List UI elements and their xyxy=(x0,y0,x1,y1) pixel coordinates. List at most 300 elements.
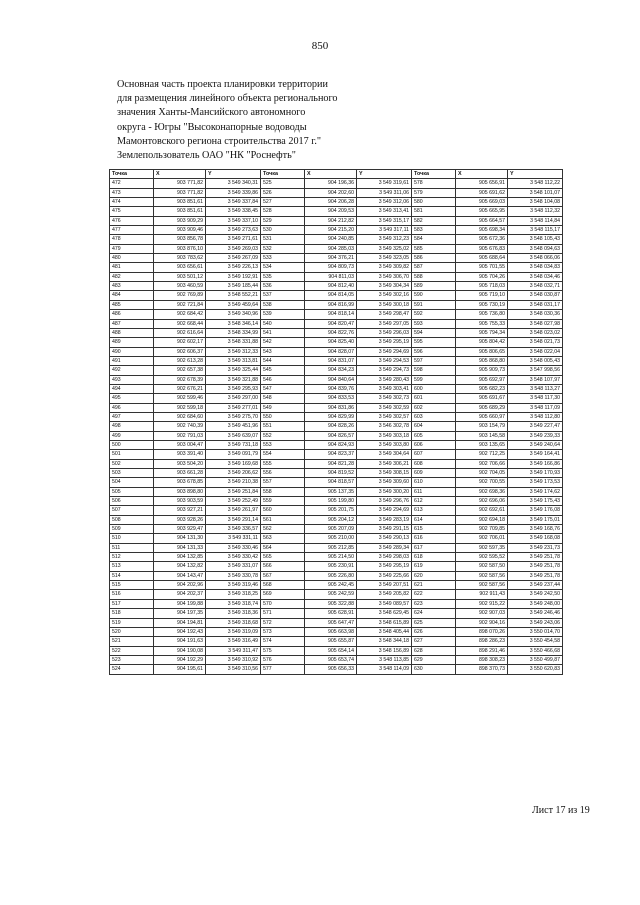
cell-y: 3 549 277,01 xyxy=(206,403,261,412)
table-row xyxy=(110,263,563,272)
cell-x: 905 628,91 xyxy=(305,609,357,618)
cell-y: 3 549 295,19 xyxy=(357,338,412,347)
cell-y: 3 548 030,36 xyxy=(508,310,563,319)
cell-x: 905 653,74 xyxy=(305,655,357,664)
cell-y: 3 549 243,06 xyxy=(508,618,563,627)
coordinates-table xyxy=(109,169,563,675)
cell-y: 3 549 271,61 xyxy=(206,235,261,244)
cell-y: 3 548 112,22 xyxy=(508,179,563,188)
cell-point: 565 xyxy=(261,553,305,562)
cell-x: 905 691,62 xyxy=(456,188,508,197)
cell-point: 490 xyxy=(110,347,154,356)
cell-y: 3 549 318,68 xyxy=(206,618,261,627)
cell-x: 904 821,28 xyxy=(305,459,357,468)
cell-point: 625 xyxy=(412,618,456,627)
cell-x: 904 834,23 xyxy=(305,366,357,375)
cell-x: 905 647,47 xyxy=(305,618,357,627)
cell-point: 569 xyxy=(261,590,305,599)
cell-y: 3 549 267,09 xyxy=(206,254,261,263)
cell-y: 3 549 205,82 xyxy=(357,590,412,599)
cell-y: 3 549 252,49 xyxy=(206,497,261,506)
cell-x: 902 904,16 xyxy=(456,618,508,627)
cell-y: 3 549 207,51 xyxy=(357,581,412,590)
cell-x: 904 132,85 xyxy=(154,553,206,562)
cell-y: 3 548 031,17 xyxy=(508,300,563,309)
cell-x: 902 684,42 xyxy=(154,310,206,319)
cell-x: 903 927,21 xyxy=(154,506,206,515)
cell-x: 902 676,21 xyxy=(154,384,206,393)
heading-line: Основная часть проекта планировки территории xyxy=(117,79,328,90)
cell-point: 529 xyxy=(261,216,305,225)
cell-x: 902 694,18 xyxy=(456,515,508,524)
cell-x: 903 856,78 xyxy=(154,235,206,244)
cell-y: 3 550 014,70 xyxy=(508,627,563,636)
cell-point: 506 xyxy=(110,497,154,506)
cell-y: 3 549 175,01 xyxy=(508,515,563,524)
cell-point: 600 xyxy=(412,384,456,393)
cell-point: 474 xyxy=(110,198,154,207)
cell-y: 3 549 185,44 xyxy=(206,282,261,291)
cell-y: 3 549 231,73 xyxy=(508,543,563,552)
cell-x: 904 209,53 xyxy=(305,207,357,216)
cell-point: 540 xyxy=(261,319,305,328)
heading-line: Мамонтовского региона строительства 2017 г." xyxy=(117,135,322,147)
cell-y: 3 549 337,10 xyxy=(206,216,261,225)
cell-point: 608 xyxy=(412,459,456,468)
cell-y: 3 549 164,41 xyxy=(508,450,563,459)
cell-x: 905 701,55 xyxy=(456,263,508,272)
cell-point: 584 xyxy=(412,235,456,244)
cell-point: 485 xyxy=(110,300,154,309)
column-header-y: Y xyxy=(508,170,563,179)
cell-y: 3 549 303,41 xyxy=(357,384,412,393)
cell-point: 598 xyxy=(412,366,456,375)
cell-x: 904 839,76 xyxy=(305,384,357,393)
table-row xyxy=(110,431,563,440)
cell-x: 902 700,55 xyxy=(456,478,508,487)
cell-x: 902 602,17 xyxy=(154,338,206,347)
cell-y: 3 549 280,43 xyxy=(357,375,412,384)
cell-y: 3 549 313,41 xyxy=(357,207,412,216)
cell-x: 905 676,83 xyxy=(456,244,508,253)
cell-x: 903 004,47 xyxy=(154,440,206,449)
cell-y: 3 549 317,11 xyxy=(357,226,412,235)
cell-y: 3 549 312,23 xyxy=(357,235,412,244)
table-row xyxy=(110,394,563,403)
table-row xyxy=(110,627,563,636)
cell-point: 483 xyxy=(110,282,154,291)
cell-y: 3 548 030,87 xyxy=(508,291,563,300)
cell-x: 905 691,67 xyxy=(456,394,508,403)
cell-x: 902 915,22 xyxy=(456,599,508,608)
cell-x: 902 599,46 xyxy=(154,394,206,403)
cell-x: 903 154,79 xyxy=(456,422,508,431)
cell-x: 905 868,80 xyxy=(456,356,508,365)
cell-point: 628 xyxy=(412,646,456,655)
cell-x: 902 692,61 xyxy=(456,506,508,515)
document-heading xyxy=(117,78,417,163)
cell-point: 576 xyxy=(261,655,305,664)
cell-x: 904 809,73 xyxy=(305,263,357,272)
cell-x: 902 657,38 xyxy=(154,366,206,375)
cell-point: 510 xyxy=(110,534,154,543)
cell-x: 902 668,44 xyxy=(154,319,206,328)
cell-x: 903 898,80 xyxy=(154,487,206,496)
cell-x: 904 828,07 xyxy=(305,347,357,356)
cell-x: 905 804,42 xyxy=(456,338,508,347)
cell-x: 904 825,40 xyxy=(305,338,357,347)
cell-y: 3 549 168,08 xyxy=(508,534,563,543)
cell-point: 620 xyxy=(412,571,456,580)
table-row xyxy=(110,646,563,655)
cell-point: 545 xyxy=(261,366,305,375)
cell-y: 3 549 325,02 xyxy=(357,244,412,253)
cell-x: 905 207,09 xyxy=(305,525,357,534)
cell-point: 557 xyxy=(261,478,305,487)
cell-y: 3 549 261,97 xyxy=(206,506,261,515)
cell-x: 905 226,80 xyxy=(305,571,357,580)
cell-point: 542 xyxy=(261,338,305,347)
cell-point: 508 xyxy=(110,515,154,524)
cell-point: 596 xyxy=(412,347,456,356)
cell-point: 496 xyxy=(110,403,154,412)
cell-y: 3 549 294,69 xyxy=(357,506,412,515)
cell-y: 3 548 027,98 xyxy=(508,319,563,328)
cell-x: 898 070,26 xyxy=(456,627,508,636)
cell-y: 3 549 273,63 xyxy=(206,226,261,235)
cell-y: 3 549 296,76 xyxy=(357,497,412,506)
cell-x: 904 831,07 xyxy=(305,356,357,365)
cell-y: 3 549 169,68 xyxy=(206,459,261,468)
cell-point: 494 xyxy=(110,384,154,393)
cell-x: 903 391,40 xyxy=(154,450,206,459)
cell-x: 904 192,29 xyxy=(154,655,206,664)
cell-y: 3 548 112,32 xyxy=(508,207,563,216)
cell-point: 604 xyxy=(412,422,456,431)
cell-y: 3 549 242,50 xyxy=(508,590,563,599)
table-row xyxy=(110,291,563,300)
cell-x: 898 308,23 xyxy=(456,655,508,664)
cell-point: 534 xyxy=(261,263,305,272)
cell-point: 577 xyxy=(261,665,305,674)
table-row xyxy=(110,543,563,552)
cell-x: 904 818,14 xyxy=(305,310,357,319)
cell-y: 3 548 615,89 xyxy=(357,618,412,627)
cell-point: 590 xyxy=(412,291,456,300)
table-row xyxy=(110,525,563,534)
cell-point: 589 xyxy=(412,282,456,291)
cell-point: 549 xyxy=(261,403,305,412)
cell-point: 578 xyxy=(412,179,456,188)
cell-x: 904 819,52 xyxy=(305,469,357,478)
cell-y: 3 549 336,57 xyxy=(206,525,261,534)
cell-x: 902 704,05 xyxy=(456,469,508,478)
cell-y: 3 549 239,33 xyxy=(508,431,563,440)
cell-y: 3 550 466,68 xyxy=(508,646,563,655)
cell-point: 581 xyxy=(412,207,456,216)
cell-point: 552 xyxy=(261,431,305,440)
cell-x: 902 769,89 xyxy=(154,291,206,300)
cell-x: 904 215,20 xyxy=(305,226,357,235)
cell-point: 585 xyxy=(412,244,456,253)
cell-x: 904 202,96 xyxy=(154,581,206,590)
cell-point: 601 xyxy=(412,394,456,403)
cell-x: 904 826,57 xyxy=(305,431,357,440)
cell-y: 3 549 302,57 xyxy=(357,412,412,421)
cell-x: 904 376,21 xyxy=(305,254,357,263)
cell-x: 904 823,37 xyxy=(305,450,357,459)
cell-y: 3 549 330,46 xyxy=(206,543,261,552)
cell-y: 3 549 312,06 xyxy=(357,198,412,207)
table-row xyxy=(110,207,563,216)
cell-y: 3 548 115,17 xyxy=(508,226,563,235)
cell-y: 3 548 104,08 xyxy=(508,198,563,207)
cell-x: 903 145,58 xyxy=(456,431,508,440)
cell-point: 554 xyxy=(261,450,305,459)
cell-point: 502 xyxy=(110,459,154,468)
heading-line: округа - Югры "Высоконапорные водоводы xyxy=(117,121,307,133)
cell-point: 480 xyxy=(110,254,154,263)
cell-point: 543 xyxy=(261,347,305,356)
sheet-footer: Лист 17 из 19 xyxy=(532,805,590,816)
cell-x: 902 678,39 xyxy=(154,375,206,384)
cell-point: 523 xyxy=(110,655,154,664)
cell-y: 3 549 251,78 xyxy=(508,571,563,580)
cell-point: 624 xyxy=(412,609,456,618)
cell-y: 3 549 298,03 xyxy=(357,553,412,562)
cell-point: 504 xyxy=(110,478,154,487)
cell-y: 3 549 318,36 xyxy=(206,609,261,618)
cell-point: 472 xyxy=(110,179,154,188)
cell-y: 3 549 248,00 xyxy=(508,599,563,608)
cell-point: 593 xyxy=(412,319,456,328)
table-row xyxy=(110,469,563,478)
cell-x: 905 214,50 xyxy=(305,553,357,562)
cell-point: 568 xyxy=(261,581,305,590)
cell-x: 903 851,61 xyxy=(154,198,206,207)
cell-y: 3 549 175,43 xyxy=(508,497,563,506)
cell-x: 905 909,73 xyxy=(456,366,508,375)
cell-y: 3 548 346,14 xyxy=(206,319,261,328)
page-number: 850 xyxy=(311,40,329,52)
table-row xyxy=(110,347,563,356)
cell-y: 3 550 499,87 xyxy=(508,655,563,664)
cell-x: 904 199,88 xyxy=(154,599,206,608)
cell-point: 567 xyxy=(261,571,305,580)
cell-x: 905 704,26 xyxy=(456,272,508,281)
cell-point: 616 xyxy=(412,534,456,543)
cell-y: 3 549 330,78 xyxy=(206,571,261,580)
cell-x: 898 291,46 xyxy=(456,646,508,655)
cell-x: 904 202,60 xyxy=(305,188,357,197)
cell-point: 481 xyxy=(110,263,154,272)
cell-y: 3 549 251,84 xyxy=(206,487,261,496)
cell-x: 902 791,03 xyxy=(154,431,206,440)
cell-y: 3 547 998,56 xyxy=(508,366,563,375)
cell-y: 3 549 315,17 xyxy=(357,216,412,225)
cell-x: 904 820,47 xyxy=(305,319,357,328)
cell-point: 537 xyxy=(261,291,305,300)
cell-y: 3 549 318,25 xyxy=(206,590,261,599)
cell-x: 905 669,03 xyxy=(456,198,508,207)
cell-x: 902 587,50 xyxy=(456,562,508,571)
cell-y: 3 549 297,05 xyxy=(357,319,412,328)
cell-point: 487 xyxy=(110,319,154,328)
cell-x: 902 740,39 xyxy=(154,422,206,431)
column-header-point: Точка xyxy=(110,170,154,179)
cell-x: 905 201,75 xyxy=(305,506,357,515)
cell-x: 904 206,28 xyxy=(305,198,357,207)
cell-x: 903 928,26 xyxy=(154,515,206,524)
cell-point: 541 xyxy=(261,328,305,337)
cell-point: 475 xyxy=(110,207,154,216)
table-row xyxy=(110,422,563,431)
cell-y: 3 549 225,66 xyxy=(357,571,412,580)
cell-y: 3 548 114,09 xyxy=(357,665,412,674)
cell-y: 3 549 294,53 xyxy=(357,356,412,365)
cell-point: 602 xyxy=(412,403,456,412)
cell-y: 3 549 240,64 xyxy=(508,440,563,449)
table-row xyxy=(110,356,563,365)
cell-point: 603 xyxy=(412,412,456,421)
cell-point: 573 xyxy=(261,627,305,636)
cell-y: 3 548 331,88 xyxy=(206,338,261,347)
cell-x: 904 192,43 xyxy=(154,627,206,636)
table-row xyxy=(110,310,563,319)
cell-point: 617 xyxy=(412,543,456,552)
table-row xyxy=(110,497,563,506)
cell-point: 612 xyxy=(412,497,456,506)
cell-y: 3 549 210,38 xyxy=(206,478,261,487)
cell-x: 904 240,85 xyxy=(305,235,357,244)
cell-y: 3 549 325,44 xyxy=(206,366,261,375)
cell-point: 491 xyxy=(110,356,154,365)
table-row xyxy=(110,254,563,263)
cell-point: 505 xyxy=(110,487,154,496)
cell-x: 904 197,35 xyxy=(154,609,206,618)
cell-point: 562 xyxy=(261,525,305,534)
cell-y: 3 548 552,21 xyxy=(206,291,261,300)
cell-x: 904 195,61 xyxy=(154,665,206,674)
cell-y: 3 549 237,44 xyxy=(508,581,563,590)
cell-y: 3 549 294,69 xyxy=(357,347,412,356)
cell-point: 538 xyxy=(261,300,305,309)
table-row xyxy=(110,487,563,496)
table-row xyxy=(110,440,563,449)
cell-y: 3 548 034,46 xyxy=(508,272,563,281)
table-row xyxy=(110,506,563,515)
cell-y: 3 549 283,19 xyxy=(357,515,412,524)
cell-point: 526 xyxy=(261,188,305,197)
cell-point: 482 xyxy=(110,272,154,281)
cell-point: 517 xyxy=(110,599,154,608)
cell-y: 3 549 451,96 xyxy=(206,422,261,431)
table-row xyxy=(110,272,563,281)
table-row xyxy=(110,590,563,599)
heading-line: Землепользователь ОАО "НК "Роснефть" xyxy=(117,150,296,162)
cell-y: 3 549 298,47 xyxy=(357,310,412,319)
cell-x: 902 696,06 xyxy=(456,497,508,506)
cell-y: 3 549 170,93 xyxy=(508,469,563,478)
cell-point: 492 xyxy=(110,366,154,375)
table-row xyxy=(110,384,563,393)
cell-x: 903 929,47 xyxy=(154,525,206,534)
cell-y: 3 548 113,85 xyxy=(357,655,412,664)
cell-y: 3 548 032,71 xyxy=(508,282,563,291)
table-row xyxy=(110,226,563,235)
cell-x: 903 876,10 xyxy=(154,244,206,253)
cell-y: 3 548 405,44 xyxy=(357,627,412,636)
cell-point: 532 xyxy=(261,244,305,253)
cell-point: 516 xyxy=(110,590,154,599)
cell-y: 3 549 300,18 xyxy=(357,300,412,309)
cell-point: 546 xyxy=(261,375,305,384)
cell-point: 501 xyxy=(110,450,154,459)
cell-y: 3 549 311,06 xyxy=(357,188,412,197)
column-header-point: Точка xyxy=(412,170,456,179)
cell-y: 3 549 291,15 xyxy=(357,525,412,534)
cell-point: 564 xyxy=(261,543,305,552)
table-row xyxy=(110,450,563,459)
cell-point: 513 xyxy=(110,562,154,571)
table-row xyxy=(110,282,563,291)
cell-y: 3 549 251,78 xyxy=(508,553,563,562)
cell-point: 539 xyxy=(261,310,305,319)
cell-point: 484 xyxy=(110,291,154,300)
cell-y: 3 546 302,78 xyxy=(357,422,412,431)
cell-point: 592 xyxy=(412,310,456,319)
cell-y: 3 549 294,73 xyxy=(357,366,412,375)
cell-y: 3 550 454,58 xyxy=(508,637,563,646)
cell-y: 3 548 107,97 xyxy=(508,375,563,384)
cell-point: 547 xyxy=(261,384,305,393)
cell-point: 594 xyxy=(412,328,456,337)
cell-y: 3 548 112,80 xyxy=(508,412,563,421)
cell-point: 599 xyxy=(412,375,456,384)
cell-point: 544 xyxy=(261,356,305,365)
cell-x: 905 656,91 xyxy=(456,179,508,188)
table-row xyxy=(110,515,563,524)
cell-point: 614 xyxy=(412,515,456,524)
cell-y: 3 549 089,57 xyxy=(357,599,412,608)
cell-point: 630 xyxy=(412,665,456,674)
cell-point: 521 xyxy=(110,637,154,646)
cell-x: 905 204,12 xyxy=(305,515,357,524)
cell-x: 904 196,36 xyxy=(305,179,357,188)
cell-x: 903 678,85 xyxy=(154,478,206,487)
cell-x: 902 595,52 xyxy=(456,553,508,562)
table-row xyxy=(110,599,563,608)
cell-point: 560 xyxy=(261,506,305,515)
column-header-x: X xyxy=(154,170,206,179)
cell-y: 3 549 166,86 xyxy=(508,459,563,468)
cell-y: 3 548 021,73 xyxy=(508,338,563,347)
cell-y: 3 549 331,07 xyxy=(206,562,261,571)
cell-point: 580 xyxy=(412,198,456,207)
cell-x: 904 131,30 xyxy=(154,534,206,543)
column-header-x: X xyxy=(305,170,357,179)
cell-y: 3 548 334,99 xyxy=(206,328,261,337)
cell-y: 3 549 290,13 xyxy=(357,534,412,543)
cell-x: 904 212,82 xyxy=(305,216,357,225)
cell-point: 595 xyxy=(412,338,456,347)
cell-x: 904 202,37 xyxy=(154,590,206,599)
cell-point: 621 xyxy=(412,581,456,590)
cell-point: 556 xyxy=(261,469,305,478)
cell-y: 3 549 226,13 xyxy=(206,263,261,272)
column-header-y: Y xyxy=(357,170,412,179)
cell-x: 905 719,10 xyxy=(456,291,508,300)
